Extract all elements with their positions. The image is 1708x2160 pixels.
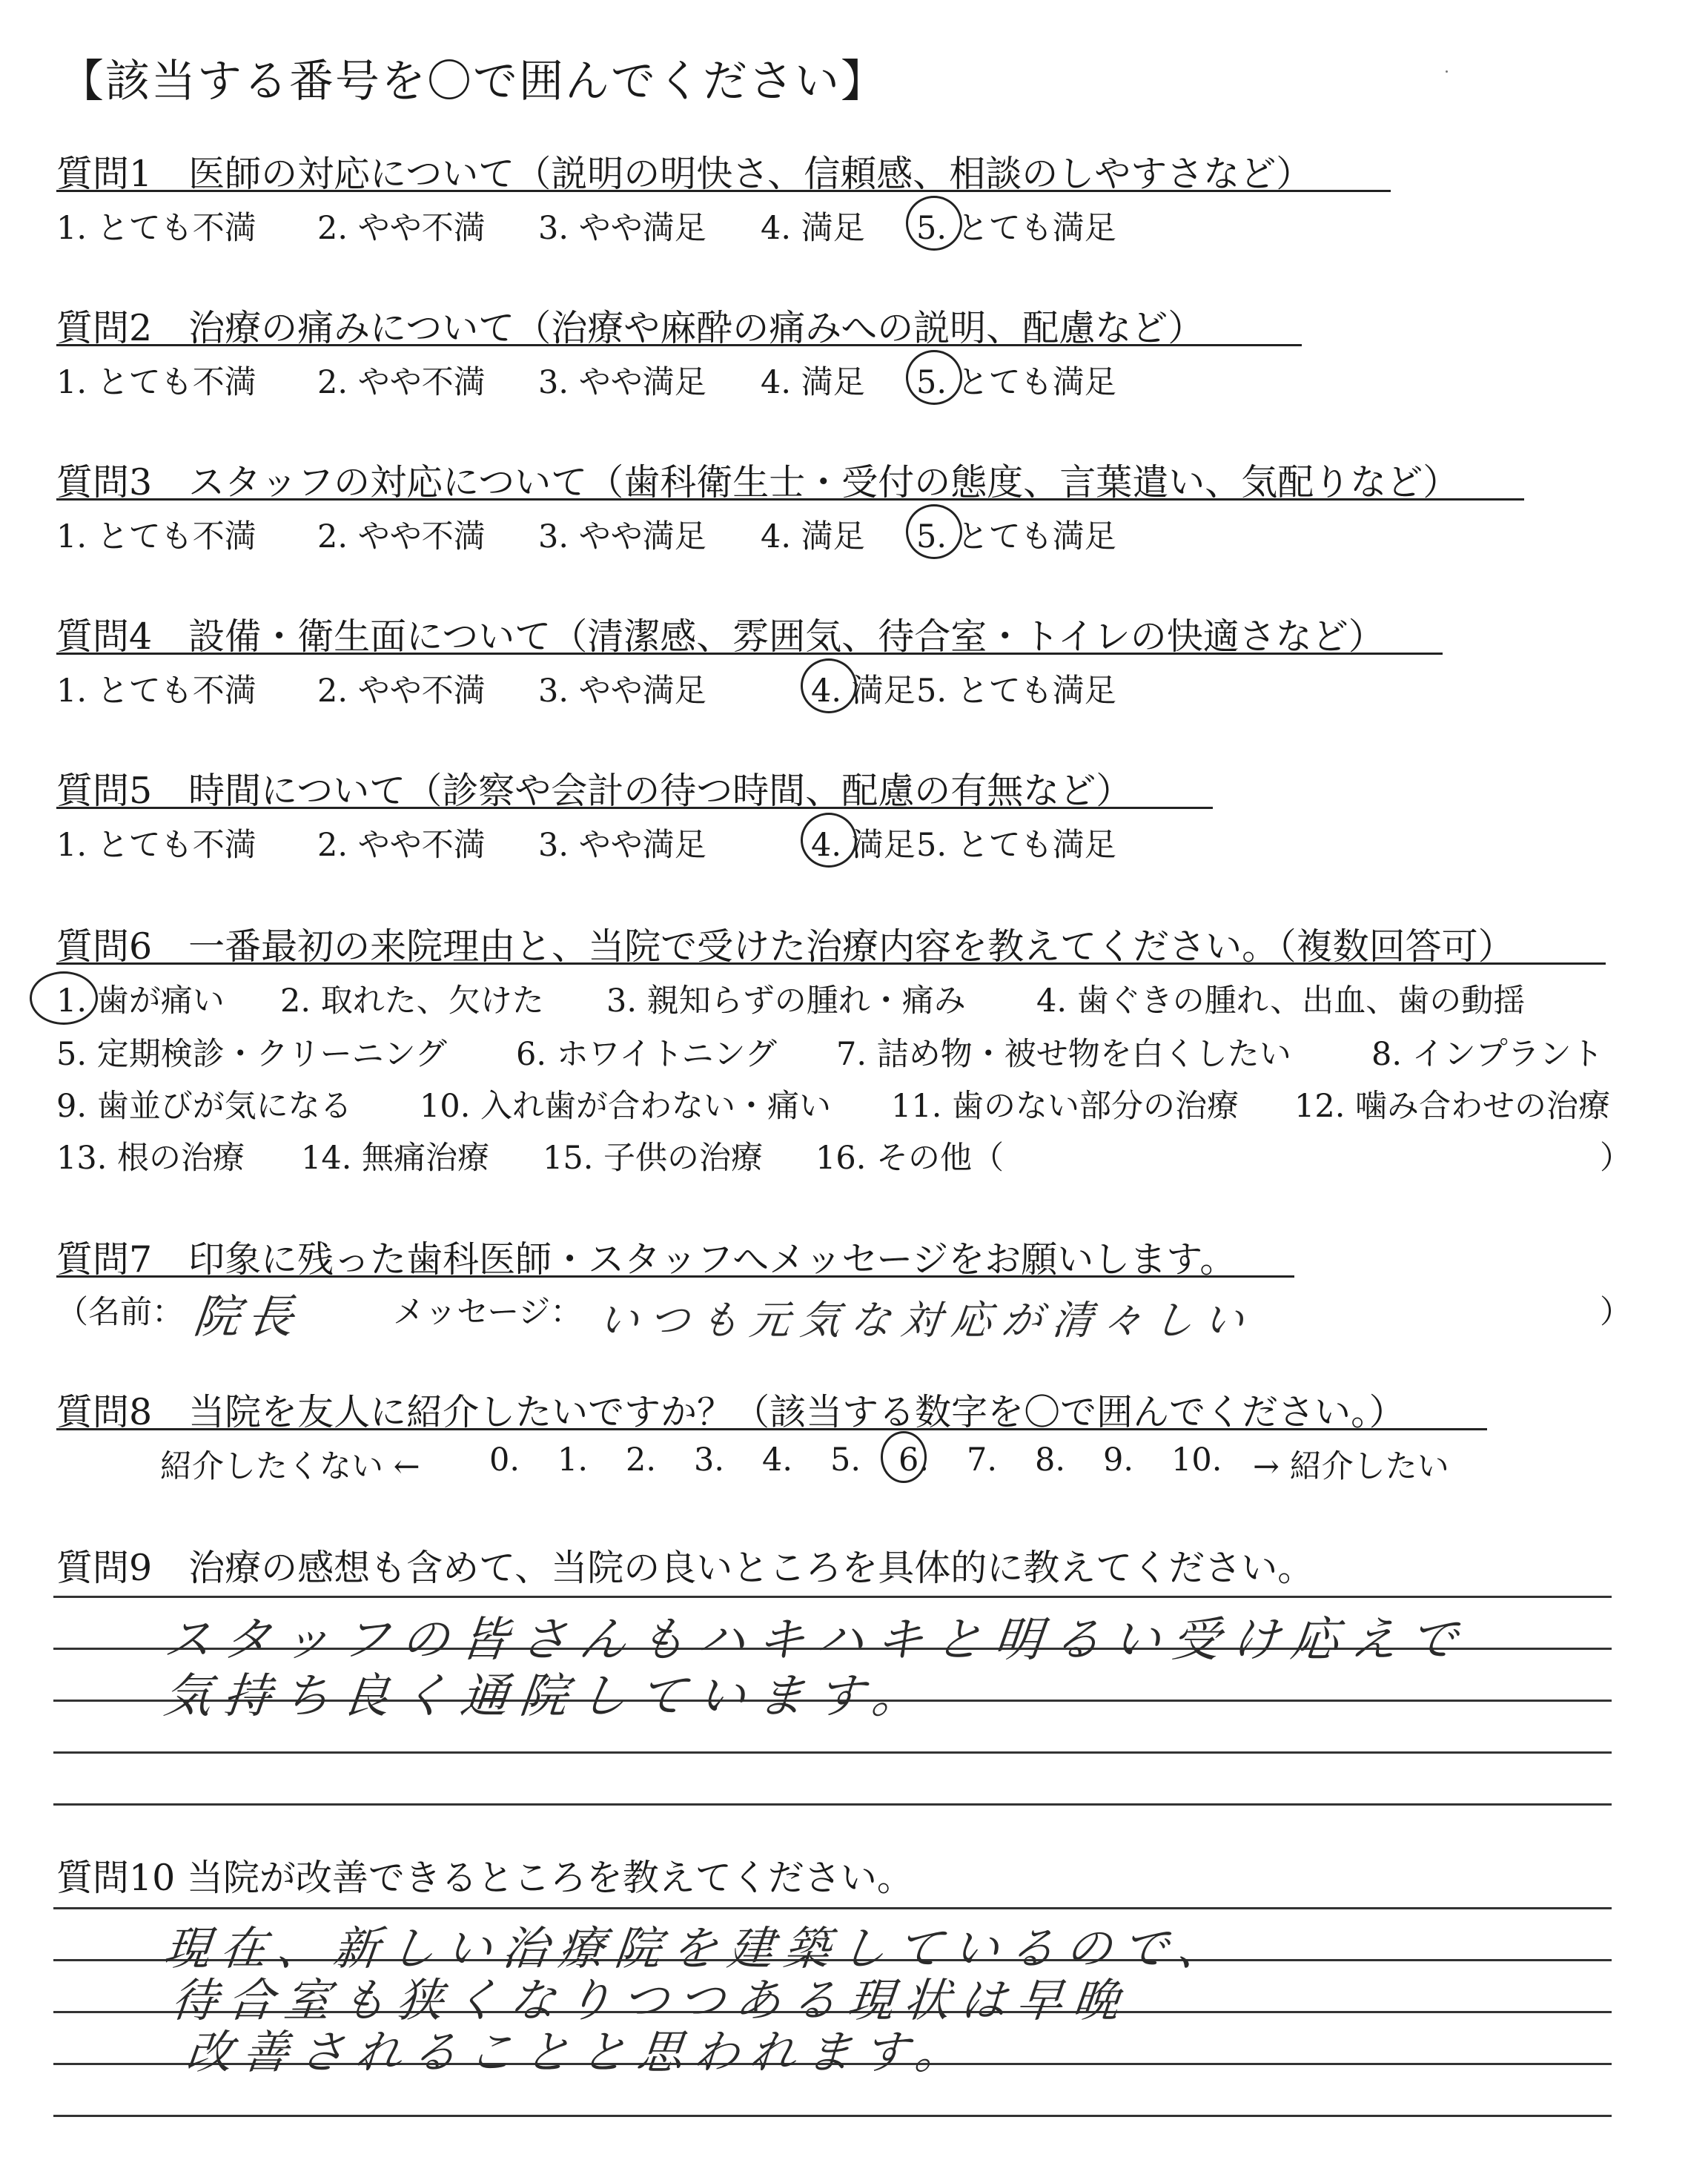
q3-option-5[interactable]: 5. とても満足	[916, 518, 1116, 555]
q3-option-2[interactable]: 2. やや不満	[317, 518, 486, 555]
q6-option-15[interactable]: 15. 子供の治療	[543, 1140, 764, 1177]
q10-answer-line-1[interactable]: 現在、新しい治療院を建築しているので、	[161, 1921, 1237, 1975]
q8-number-6[interactable]: 6.	[898, 1441, 930, 1479]
q5-option-5[interactable]: 5. とても満足	[916, 827, 1116, 864]
q5-option-3[interactable]: 3. やや満足	[538, 827, 706, 864]
q6-option-4[interactable]: 4. 歯ぐきの腫れ、出血、歯の動揺	[1036, 982, 1526, 1020]
q1-option-4[interactable]: 4. 満足	[761, 210, 865, 247]
q10-answer-line-2[interactable]: 待合室も狭くなりつつある現状は早晩	[168, 1973, 1133, 2027]
q7-underline	[56, 1275, 1294, 1278]
q8-number-1[interactable]: 1.	[557, 1441, 589, 1479]
q5-underline	[56, 807, 1213, 809]
q7-close: ）	[1600, 1294, 1632, 1331]
q3-selected-circle	[906, 504, 962, 559]
q4-option-4[interactable]: 4. 満足	[811, 673, 916, 710]
q5-title: 質問5 時間について（診察や会計の待つ時間、配慮の有無など）	[56, 770, 1133, 812]
q1-underline	[56, 190, 1391, 192]
q9-answer-line-2[interactable]: 気持ち良く通院しています。	[161, 1669, 935, 1724]
q4-selected-circle	[801, 658, 857, 713]
q8-number-2[interactable]: 2.	[626, 1441, 657, 1479]
q2-option-1[interactable]: 1. とても不満	[56, 364, 256, 401]
q6-option-1[interactable]: 1. 歯が痛い	[56, 982, 225, 1020]
q8-number-9[interactable]: 9.	[1103, 1441, 1134, 1479]
q5-option-1[interactable]: 1. とても不満	[56, 827, 256, 864]
q8-left-label: 紹介したくない ←	[160, 1448, 420, 1485]
q9-answer-line-1[interactable]: スタッフの皆さんもハキハキと明るい受け応えで	[161, 1613, 1472, 1668]
q2-option-3[interactable]: 3. やや満足	[538, 364, 706, 401]
q4-title: 質問4 設備・衛生面について（清潔感、雰囲気、待合室・トイレの快適さなど）	[56, 615, 1385, 658]
q6-option-11[interactable]: 11. 歯のない部分の治療	[891, 1088, 1239, 1125]
q1-title: 質問1 医師の対応について（説明の明快さ、信頼感、相談のしやすさなど）	[56, 153, 1313, 195]
q8-number-3[interactable]: 3.	[694, 1441, 725, 1479]
q1-selected-circle	[906, 196, 962, 251]
q2-option-2[interactable]: 2. やや不満	[317, 364, 486, 401]
q4-option-3[interactable]: 3. やや満足	[538, 673, 706, 710]
q6-option-14[interactable]: 14. 無痛治療	[301, 1140, 490, 1177]
q8-title: 質問8 当院を友人に紹介したいですか？（該当する数字を〇で囲んでください。）	[56, 1391, 1406, 1433]
q1-option-1[interactable]: 1. とても不満	[56, 210, 256, 247]
q8-underline	[56, 1428, 1487, 1430]
q7-message-handwriting[interactable]: いつも元気な対応が清々しい	[596, 1297, 1257, 1344]
q1-option-2[interactable]: 2. やや不満	[317, 210, 486, 247]
q6-option-7[interactable]: 7. 詰め物・被せ物を白くしたい	[836, 1036, 1291, 1073]
q7-title: 質問7 印象に残った歯科医師・スタッフへメッセージをお願いします。	[56, 1238, 1237, 1281]
q6-selected-circle	[30, 971, 98, 1025]
q10-rule-5	[53, 2115, 1612, 2117]
q6-option-2[interactable]: 2. 取れた、欠けた	[280, 982, 544, 1020]
q3-title: 質問3 スタッフの対応について（歯科衛生士・受付の態度、言葉遣い、気配りなど）	[56, 461, 1460, 503]
q4-option-2[interactable]: 2. やや不満	[317, 673, 486, 710]
q3-option-1[interactable]: 1. とても不満	[56, 518, 256, 555]
q6-option-16[interactable]: 16. その他（	[815, 1140, 1004, 1177]
q6-option-8[interactable]: 8. インプラント	[1371, 1036, 1603, 1073]
q8-number-4[interactable]: 4.	[762, 1441, 793, 1479]
q1-option-5[interactable]: 5. とても満足	[916, 210, 1116, 247]
q6-underline	[56, 962, 1606, 965]
q6-option-9[interactable]: 9. 歯並びが気になる	[56, 1088, 352, 1125]
q10-rule-1	[53, 1907, 1612, 1909]
q2-selected-circle	[906, 350, 962, 405]
q6-option-12[interactable]: 12. 噛み合わせの治療	[1294, 1088, 1611, 1125]
q6-title: 質問6 一番最初の来院理由と、当院で受けた治療内容を教えてください。（複数回答可）	[56, 925, 1515, 968]
q8-selected-circle	[881, 1431, 930, 1483]
q2-option-4[interactable]: 4. 満足	[761, 364, 865, 401]
q6-option-3[interactable]: 3. 親知らずの腫れ・痛み	[606, 982, 966, 1020]
q6-option-10[interactable]: 10. 入れ歯が合わない・痛い	[420, 1088, 832, 1125]
q3-underline	[56, 498, 1524, 501]
q6-other-close: ）	[1600, 1140, 1632, 1177]
q3-option-3[interactable]: 3. やや満足	[538, 518, 706, 555]
q6-option-13[interactable]: 13. 根の治療	[56, 1140, 245, 1177]
q6-option-6[interactable]: 6. ホワイトニング	[516, 1036, 777, 1073]
q6-option-5[interactable]: 5. 定期検診・クリーニング	[56, 1036, 447, 1073]
q5-selected-circle	[801, 813, 857, 868]
q5-option-4[interactable]: 4. 満足	[811, 827, 916, 864]
q8-number-5[interactable]: 5.	[830, 1441, 861, 1479]
q8-number-7[interactable]: 7.	[967, 1441, 998, 1479]
page-title: 【該当する番号を〇で囲んでください】	[59, 56, 887, 108]
q7-name-label: （名前：	[56, 1294, 184, 1331]
q9-rule-5	[53, 1803, 1612, 1806]
q8-number-8[interactable]: 8.	[1035, 1441, 1066, 1479]
q9-title: 質問9 治療の感想も含めて、当院の良いところを具体的に教えてください。	[56, 1547, 1314, 1589]
q7-message-label: メッセージ：	[393, 1294, 583, 1331]
q9-rule-1	[53, 1596, 1612, 1598]
q8-number-10[interactable]: 10.	[1171, 1441, 1222, 1479]
q3-option-4[interactable]: 4. 満足	[761, 518, 865, 555]
q4-underline	[56, 653, 1443, 655]
q2-option-5[interactable]: 5. とても満足	[916, 364, 1116, 401]
q4-option-5[interactable]: 5. とても満足	[916, 673, 1116, 710]
q2-underline	[56, 344, 1302, 346]
q10-title: 質問10 当院が改善できるところを教えてください。	[56, 1857, 913, 1899]
q8-number-0[interactable]: 0.	[489, 1441, 520, 1479]
q2-title: 質問2 治療の痛みについて（治療や麻酔の痛みへの説明、配慮など）	[56, 307, 1205, 349]
q8-right-label: → 紹介したい	[1253, 1448, 1449, 1485]
q1-option-3[interactable]: 3. やや満足	[538, 210, 706, 247]
q4-option-1[interactable]: 1. とても不満	[56, 673, 256, 710]
q10-answer-line-3[interactable]: 改善されることと思われます。	[183, 2025, 975, 2079]
q7-name-handwriting[interactable]: 院長	[191, 1289, 304, 1344]
q9-rule-4	[53, 1751, 1612, 1754]
q5-option-2[interactable]: 2. やや不満	[317, 827, 486, 864]
